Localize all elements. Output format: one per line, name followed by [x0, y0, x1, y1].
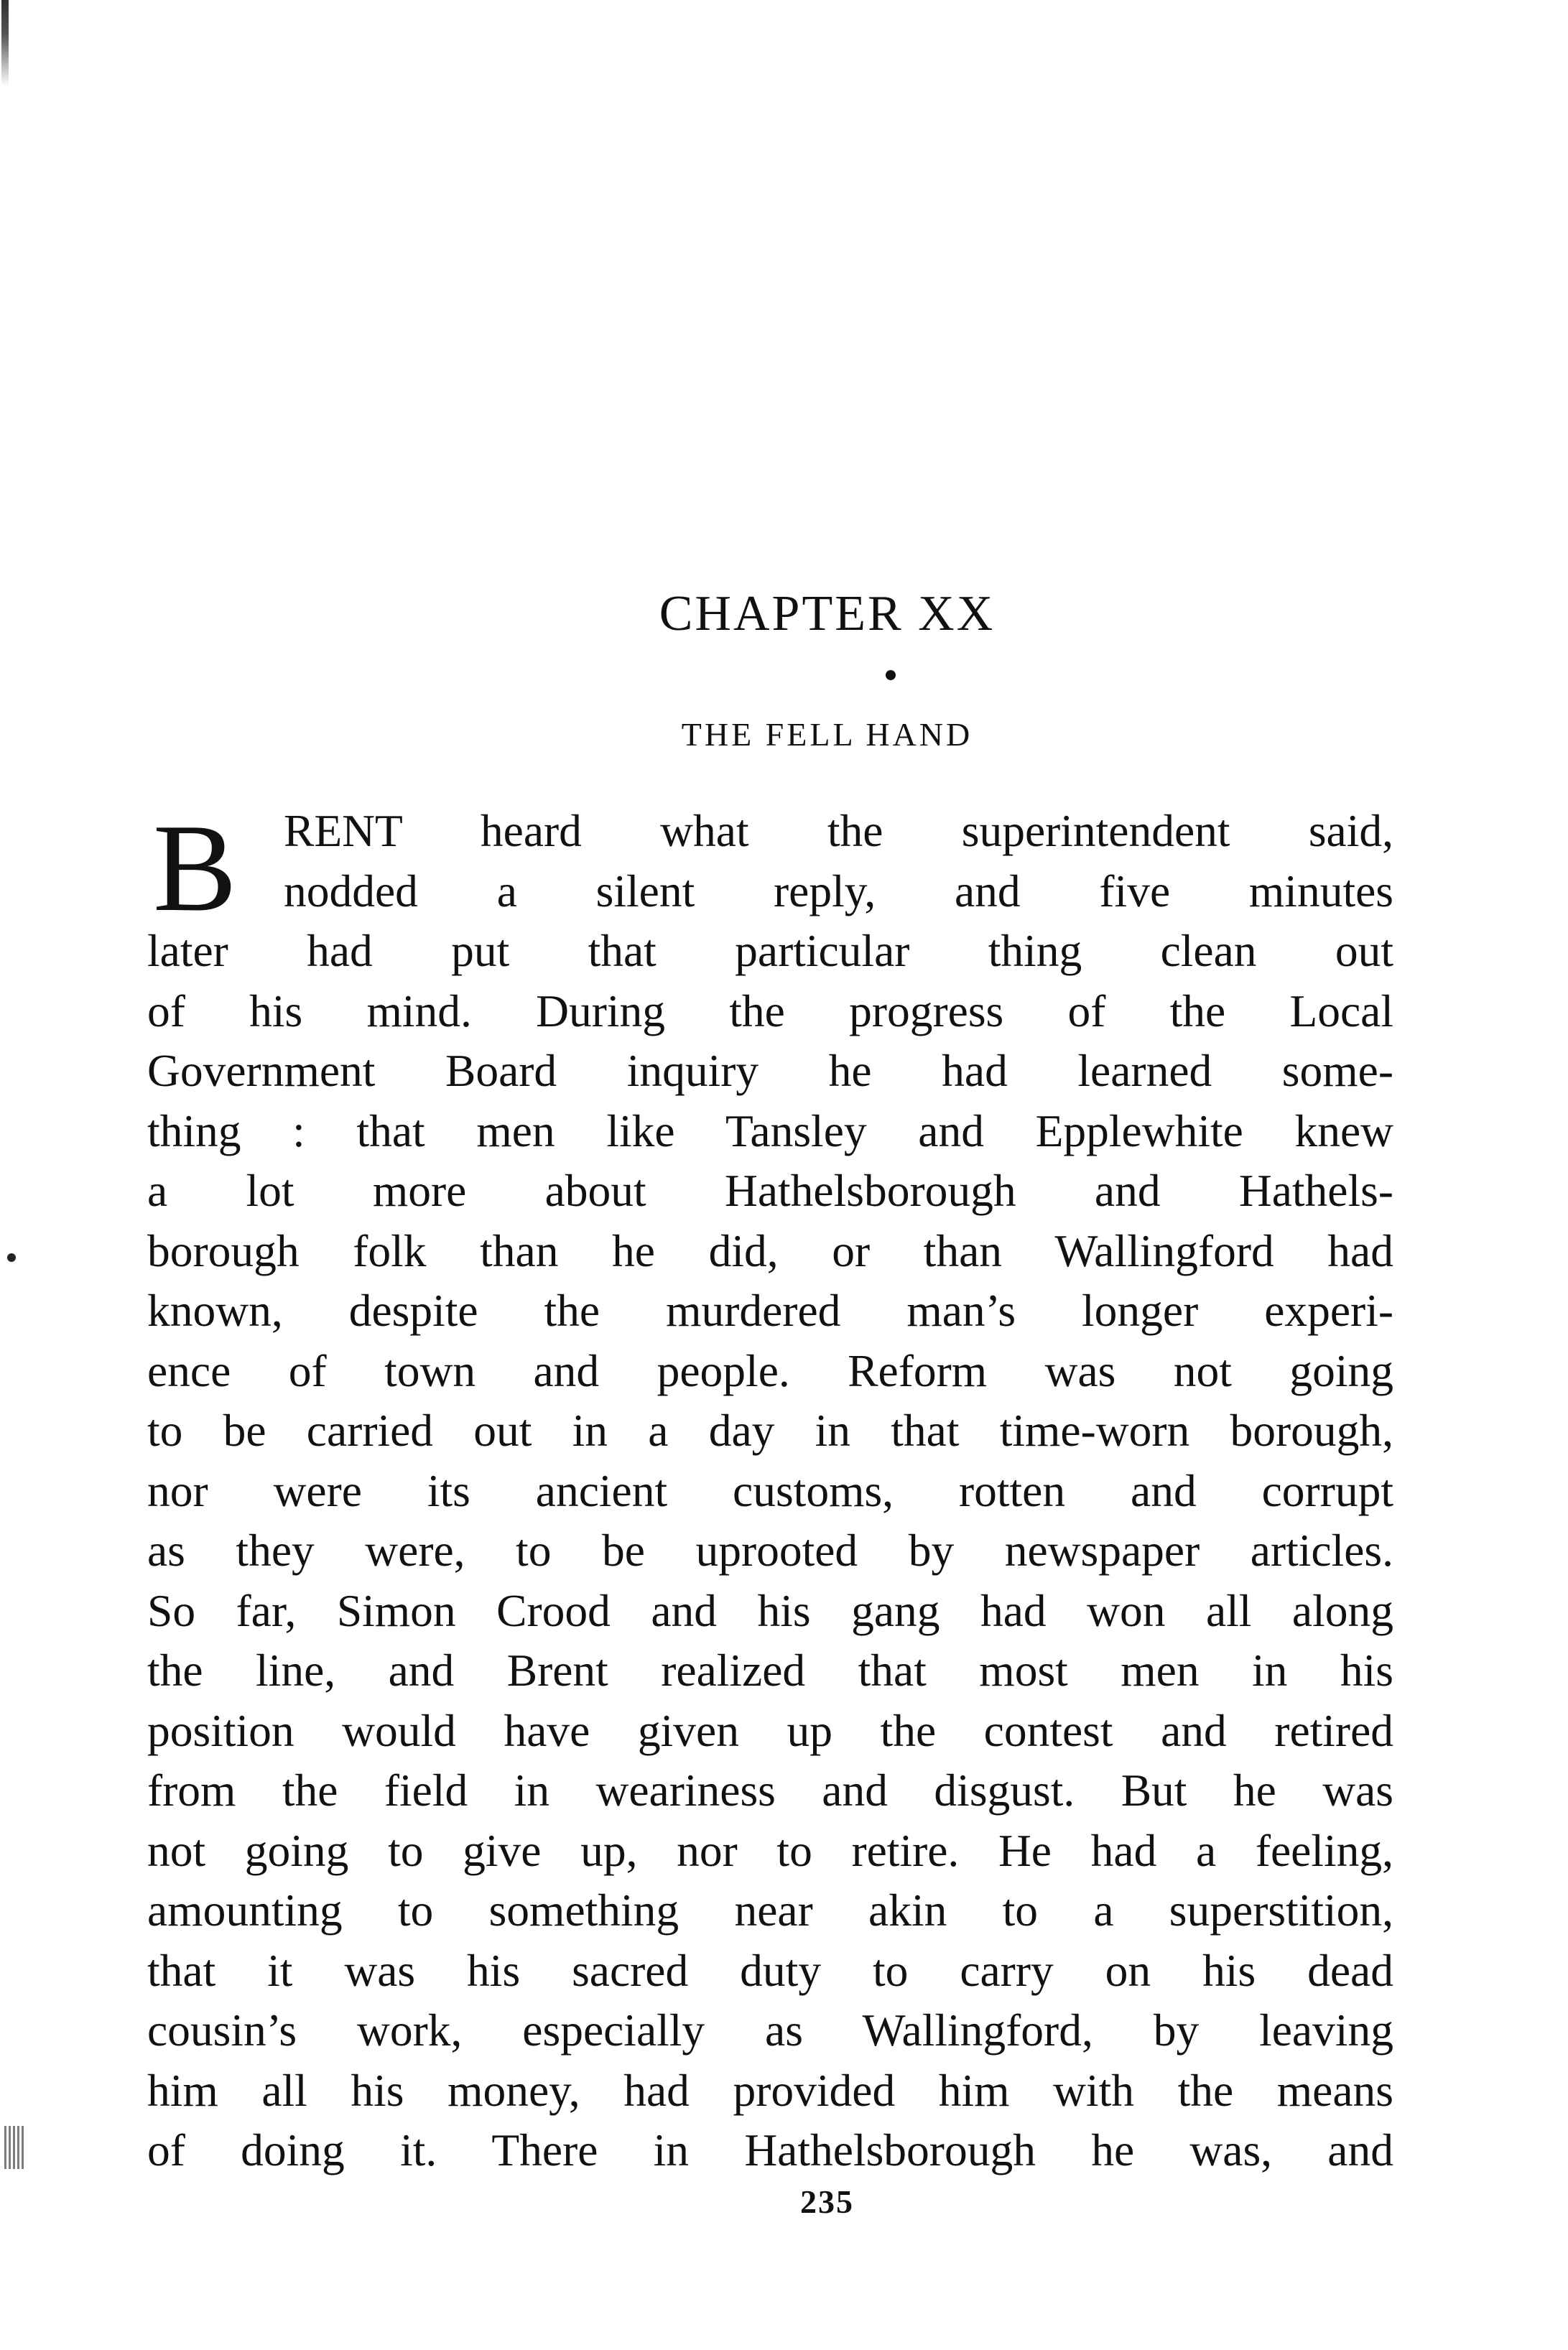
text-line: amounting to something near akin to a superstition, [147, 1885, 1393, 1936]
text-line: not going to give up, nor to retire. He had a feeling, [147, 1824, 1393, 1876]
text-line: to be carried out in a day in that time-worn borough, [147, 1405, 1393, 1456]
text-line: of doing it. There in Hathelsborough he was, and [147, 2124, 1393, 2175]
text-line: later had put that particular thing clean out [147, 925, 1393, 976]
text-line: as they were, to be uprooted by newspaper articles. [147, 1525, 1393, 1576]
text-line: nodded a silent reply, and five minutes [284, 865, 1393, 916]
text-line: nor were its ancient customs, rotten and corrupt [147, 1464, 1393, 1516]
text-line: from the field in weariness and disgust. But he was [147, 1765, 1393, 1816]
text-line: Government Board inquiry he had learned some- [147, 1045, 1393, 1096]
text-line: cousin’s work, especially as Wallingford, by leaving [147, 2005, 1393, 2056]
chapter-title: CHAPTER XX [659, 586, 996, 641]
text-line: borough folk than he did, or than Wallingford had [147, 1225, 1393, 1276]
ornament-dot [886, 670, 896, 680]
chapter-subtitle: THE FELL HAND [681, 716, 973, 753]
text-line: RENT heard what the superintendent said, [284, 805, 1393, 856]
text-line: thing : that men like Tansley and Epplewhite knew [147, 1105, 1393, 1156]
scan-smudge-mark [4, 2126, 24, 2169]
text-line: known, despite the murdered man’s longer experi- [147, 1285, 1393, 1336]
text-line: ence of town and people. Reform was not going [147, 1344, 1393, 1396]
text-line: So far, Simon Crood and his gang had won all along [147, 1584, 1393, 1636]
scan-dot-mark [7, 1253, 16, 1262]
scan-edge-mark [1, 0, 9, 86]
text-line: that it was his sacred duty to carry on his dead [147, 1944, 1393, 1996]
text-line: position would have given up the contest and retired [147, 1704, 1393, 1756]
text-line: the line, and Brent realized that most men in his [147, 1645, 1393, 1696]
text-line: a lot more about Hathelsborough and Hathels- [147, 1165, 1393, 1216]
body-text [147, 798, 1393, 2181]
drop-cap: B [153, 798, 237, 937]
text-line: of his mind. During the progress of the Local [147, 985, 1393, 1036]
page-number: 235 [800, 2183, 854, 2220]
text-line: him all his money, had provided him with the means [147, 2064, 1393, 2116]
